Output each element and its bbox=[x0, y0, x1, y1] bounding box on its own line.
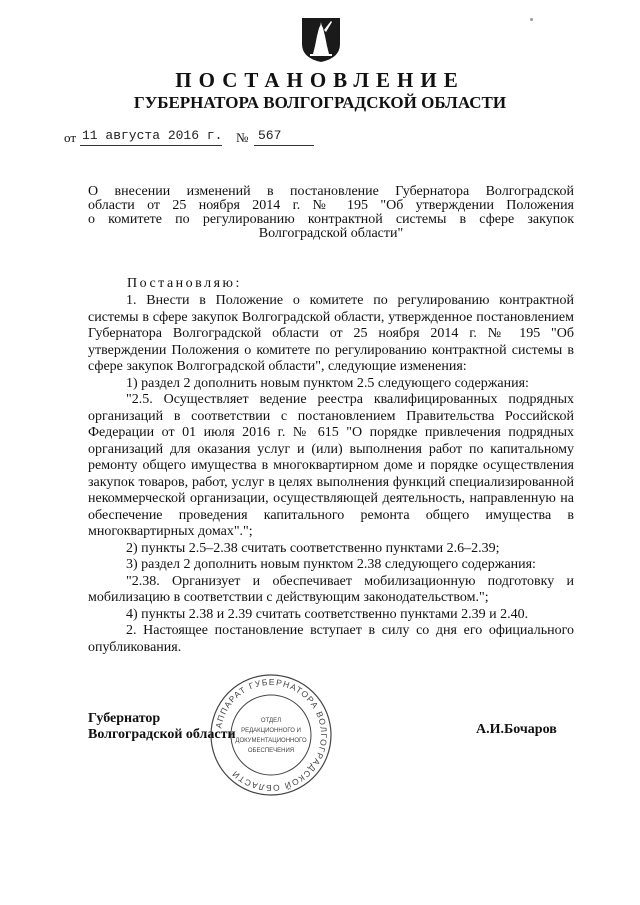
stamp-inner-line: ДОКУМЕНТАЦИОННОГО bbox=[235, 738, 307, 744]
subject-line: О внесении изменений в постановление Губернатора Волгоградской bbox=[88, 184, 574, 199]
date-underline bbox=[80, 145, 222, 146]
paragraph: "2.38. Организует и обеспечивает мобилизационную подготовку и мобилизацию в соответствии с действующим законодательством."; bbox=[88, 573, 574, 605]
document-title: ПОСТАНОВЛЕНИЕ bbox=[175, 68, 465, 92]
stamp-outer-text: АППАРАТ ГУБЕРНАТОРА ВОЛГОГРАДСКОЙ ОБЛАСТИ bbox=[213, 676, 330, 794]
position-line: Губернатор bbox=[88, 711, 161, 726]
subject-line: области от 25 ноября 2014 г. № 195 "Об утверждении Положения bbox=[88, 198, 574, 213]
document-subtitle: ГУБЕРНАТОРА ВОЛГОГРАДСКОЙ ОБЛАСТИ bbox=[133, 93, 507, 112]
number-label: № bbox=[236, 130, 249, 145]
signatory-name: А.И.Бочаров bbox=[476, 722, 557, 737]
stamp-inner-line: РЕДАКЦИОННОГО И bbox=[241, 728, 301, 734]
decree-word: Постановляю: bbox=[127, 276, 242, 291]
official-stamp bbox=[208, 672, 334, 798]
paragraph: 1. Внести в Положение о комитете по регулированию контрактной системы в сфере закупок Волгоградской области, утвержденное постановлением Губернатора Волгоградской области от 25 ноября 2014 г. № 195 "Об утверждении Положения о комитете по регулированию контрактной системы в сфере закупок Волгоградской области", следующие изменения: bbox=[88, 293, 574, 374]
paragraph: 3) раздел 2 дополнить новым пунктом 2.38 следующего содержания: bbox=[126, 557, 536, 572]
subject-line: Волгоградской области" bbox=[258, 226, 404, 241]
number-underline bbox=[254, 145, 314, 146]
paragraph: 4) пункты 2.38 и 2.39 считать соответственно пунктами 2.39 и 2.40. bbox=[126, 606, 529, 622]
subject-line: о комитете по регулированию контрактной системы в сфере закупок bbox=[88, 212, 574, 227]
paragraph: 1) раздел 2 дополнить новым пунктом 2.5 следующего содержания: bbox=[126, 375, 529, 391]
stamp-inner-line: ОТДЕЛ bbox=[260, 718, 282, 724]
paragraph: 2) пункты 2.5–2.38 считать соответственно пунктами 2.6–2.39; bbox=[126, 540, 500, 556]
speck bbox=[530, 18, 533, 21]
date-label: от bbox=[64, 130, 77, 145]
paragraph: 2. Настоящее постановление вступает в силу со дня его официального опубликования. bbox=[88, 623, 574, 655]
document-number: 567 bbox=[258, 128, 282, 143]
document-date: 11 августа 2016 г. bbox=[82, 128, 223, 143]
paragraph: "2.5. Осуществляет ведение реестра квалифицированных подрядных организаций в соответствии с постановлением Правительства Российской Федерации от 01 июля 2016 г. № 615 "О порядке привлечения подрядных организаций для оказания услуг и (или) выполнения работ по капитальному ремонту общего имущества в многоквартирном доме и порядке осуществления закупок товаров, работ, услуг в целях выполнения функций специализированной некоммерческой организации, осуществляющей деятельность, направленную на обеспечение проведения капитального ремонта общего имущества в многоквартирных домах"."; bbox=[88, 392, 574, 539]
position-line: Волгоградской области bbox=[88, 727, 236, 742]
document-body bbox=[88, 293, 574, 656]
coat-of-arms-icon bbox=[300, 14, 342, 64]
stamp-inner-line: ОБЕСПЕЧЕНИЯ bbox=[247, 748, 295, 754]
document-subject bbox=[88, 185, 574, 241]
